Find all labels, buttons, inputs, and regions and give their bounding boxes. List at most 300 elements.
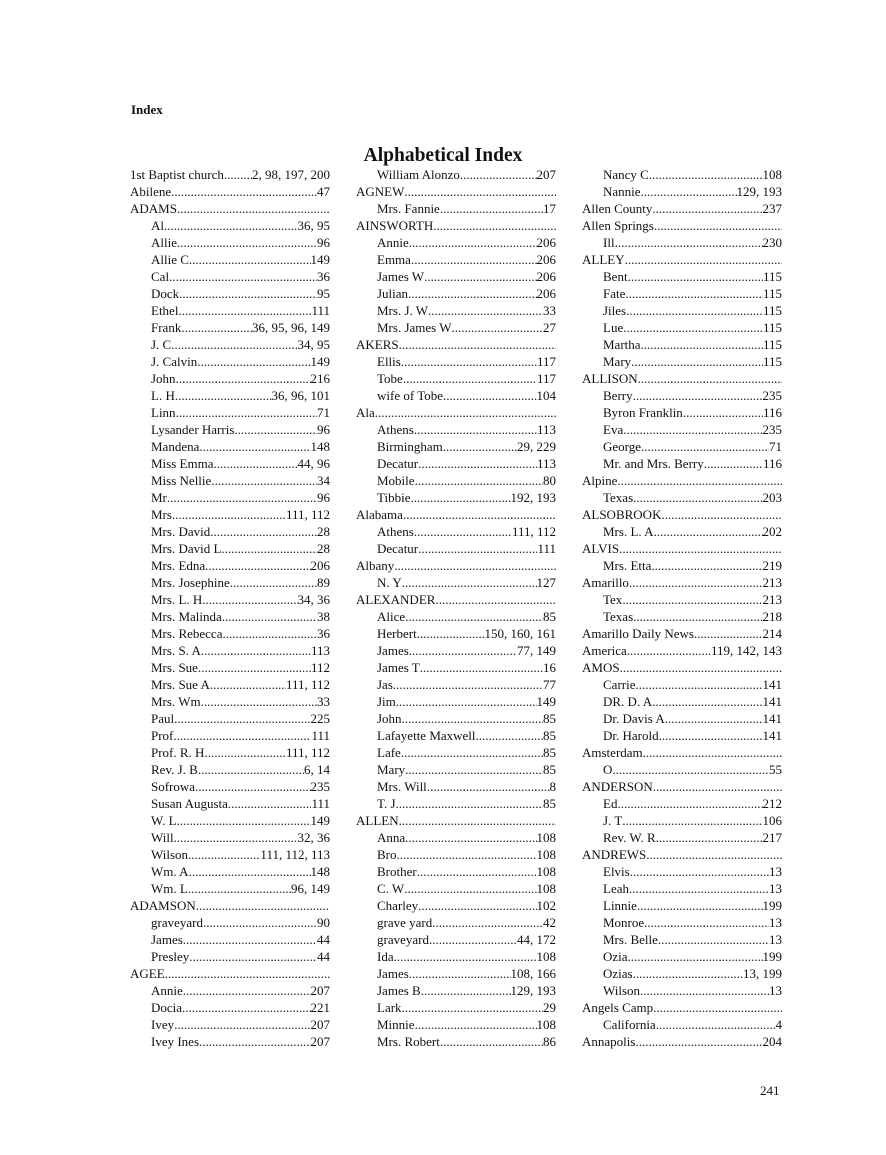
entry-term: Susan Augusta (151, 796, 228, 811)
entry-pages: 13 (769, 915, 782, 930)
entry-pages: 77, 149 (517, 643, 556, 658)
dot-leader (654, 217, 782, 234)
index-subentry (582, 591, 782, 608)
dot-leader (428, 302, 543, 319)
entry-pages: 38 (317, 609, 330, 624)
index-subentry (130, 999, 330, 1016)
entry-pages: 111 (311, 728, 330, 743)
index-subentry (582, 234, 782, 251)
dot-leader (432, 914, 543, 931)
index-entry (582, 200, 782, 217)
index-subentry (356, 608, 556, 625)
entry-pages: 6, 14 (304, 762, 330, 777)
entry-term: Leah (603, 881, 629, 896)
entry-term: Ozias (603, 966, 633, 981)
entry-pages: 115 (762, 337, 782, 352)
entry-term: Berry (603, 388, 633, 403)
entry-pages: 33 (543, 303, 556, 318)
dot-leader (210, 676, 286, 693)
index-subentry (130, 710, 330, 727)
entry-term: Rev. J. B (151, 762, 198, 777)
index-subentry (130, 659, 330, 676)
dot-leader (656, 1016, 776, 1033)
entry-term: Jim (377, 694, 396, 709)
index-entry (582, 251, 782, 268)
entry-term: Mrs. Sue A (151, 677, 210, 692)
entry-term: Fate (603, 286, 626, 301)
dot-leader (164, 217, 298, 234)
entry-pages: 235 (762, 388, 782, 403)
entry-term: Rev. W. R (603, 830, 656, 845)
entry-term: Mrs. Fannie (377, 201, 440, 216)
index-subentry (582, 931, 782, 948)
dot-leader (402, 710, 543, 727)
index-subentry (356, 829, 556, 846)
index-subentry (582, 302, 782, 319)
entry-term: ADAMSON (130, 898, 196, 913)
index-subentry (582, 727, 782, 744)
entry-pages: 44 (317, 932, 330, 947)
entry-pages: 85 (543, 745, 556, 760)
entry-pages: 115 (762, 269, 782, 284)
index-subentry (582, 897, 782, 914)
index-subentry (356, 540, 556, 557)
dot-leader (652, 693, 762, 710)
dot-leader (171, 183, 317, 200)
entry-pages: 108 (762, 167, 782, 182)
index-entry (130, 183, 330, 200)
index-subentry (356, 166, 556, 183)
dot-leader (222, 625, 317, 642)
entry-term: Dock (151, 286, 180, 301)
entry-pages: 8 (549, 779, 556, 794)
entry-term: ALSOBROOK (582, 507, 662, 522)
entry-term: Ivey Ines (151, 1034, 200, 1049)
index-subentry (130, 812, 330, 829)
entry-pages: 71 (317, 405, 330, 420)
dot-leader (440, 1033, 543, 1050)
dot-leader (417, 863, 537, 880)
entry-pages: 47 (317, 184, 330, 199)
entry-term: Lysander Harris (151, 422, 235, 437)
entry-term: Martha (603, 337, 641, 352)
index-subentry (356, 319, 556, 336)
dot-leader (201, 642, 311, 659)
entry-pages: 33 (317, 694, 330, 709)
entry-pages: 71 (769, 439, 782, 454)
entry-pages: 108 (536, 864, 556, 879)
entry-term: Lark (377, 1000, 402, 1015)
entry-term: Mrs. Josephine (151, 575, 230, 590)
entry-term: AGEE (130, 966, 165, 981)
dot-leader (174, 710, 310, 727)
dot-leader (211, 472, 317, 489)
entry-term: Ala (356, 405, 375, 420)
entry-term: Paul (151, 711, 175, 726)
dot-leader (417, 625, 485, 642)
dot-leader (418, 897, 536, 914)
index-entry (582, 625, 782, 642)
index-subentry (582, 438, 782, 455)
entry-term: Docia (151, 1000, 183, 1015)
entry-term: Albany (356, 558, 395, 573)
entry-pages: 27 (543, 320, 556, 335)
index-subentry (356, 353, 556, 370)
entry-term: AMOS (582, 660, 620, 675)
entry-pages: 149 (310, 252, 330, 267)
index-subentry (130, 268, 330, 285)
dot-leader (443, 438, 517, 455)
entry-term: John (151, 371, 176, 386)
index-subentry (356, 982, 556, 999)
index-subentry (582, 812, 782, 829)
entry-pages: 230 (762, 235, 782, 250)
entry-term: Ivey (151, 1017, 175, 1032)
entry-pages: 29 (543, 1000, 556, 1015)
index-subentry (130, 217, 330, 234)
entry-term: James (377, 966, 409, 981)
index-subentry (130, 370, 330, 387)
dot-leader (427, 778, 550, 795)
dot-leader (409, 965, 511, 982)
dot-leader (165, 965, 330, 982)
page-title: Alphabetical Index (363, 145, 523, 166)
index-subentry (130, 727, 330, 744)
index-subentry (356, 863, 556, 880)
index-subentry (130, 506, 330, 523)
dot-leader (414, 421, 537, 438)
entry-term: Alabama (356, 507, 403, 522)
entry-pages: 85 (543, 609, 556, 624)
entry-pages: 112 (310, 660, 330, 675)
dot-leader (201, 693, 317, 710)
dot-leader (196, 897, 330, 914)
index-subentry (130, 1016, 330, 1033)
entry-term: California (603, 1017, 656, 1032)
entry-pages: 113 (536, 422, 556, 437)
entry-pages: 199 (762, 898, 782, 913)
entry-pages: 217 (762, 830, 782, 845)
index-entry (356, 336, 556, 353)
index-subentry (130, 846, 330, 863)
entry-pages: 207 (310, 983, 330, 998)
index-subentry (582, 965, 782, 982)
index-subentry (356, 846, 556, 863)
entry-pages: 96 (317, 422, 330, 437)
entry-pages: 108 (536, 881, 556, 896)
entry-pages: 111, 112 (285, 677, 330, 692)
index-subentry (130, 948, 330, 965)
dot-leader (404, 880, 536, 897)
entry-pages: 111 (311, 303, 330, 318)
dot-leader (635, 676, 762, 693)
entry-term: Lue (603, 320, 624, 335)
entry-pages: 203 (762, 490, 782, 505)
index-subentry (130, 540, 330, 557)
entry-term: Mrs (151, 507, 172, 522)
dot-leader (629, 574, 763, 591)
entry-pages: 219 (762, 558, 782, 573)
index-column-2 (356, 166, 556, 1050)
index-subentry (130, 472, 330, 489)
entry-pages: 36, 95, 96, 149 (252, 320, 330, 335)
dot-leader (396, 795, 543, 812)
dot-leader (460, 166, 537, 183)
entry-term: Herbert (377, 626, 417, 641)
dot-leader (179, 285, 317, 302)
entry-pages: 148 (310, 439, 330, 454)
dot-leader (640, 982, 769, 999)
entry-term: Allen County (582, 201, 653, 216)
entry-term: Mrs. Etta (603, 558, 652, 573)
dot-leader (403, 506, 556, 523)
index-subentry (356, 1016, 556, 1033)
entry-term: James (151, 932, 183, 947)
entry-term: Tex (603, 592, 623, 607)
index-subentry (356, 761, 556, 778)
entry-pages: 207 (536, 167, 556, 182)
entry-term: Athens (377, 422, 414, 437)
entry-pages: 117 (536, 371, 556, 386)
entry-term: Mobile (377, 473, 415, 488)
dot-leader (620, 659, 782, 676)
entry-term: Mrs. Will (377, 779, 427, 794)
entry-pages: 113 (536, 456, 556, 471)
entry-term: Mrs. Edna (151, 558, 206, 573)
index-subentry (356, 438, 556, 455)
index-subentry (582, 319, 782, 336)
dot-leader (443, 387, 537, 404)
entry-term: Mandena (151, 439, 200, 454)
entry-term: James T (377, 660, 420, 675)
dot-leader (415, 472, 543, 489)
entry-term: America (582, 643, 627, 658)
index-subentry (356, 455, 556, 472)
index-subentry (356, 523, 556, 540)
index-entry (582, 659, 782, 676)
index-subentry (130, 489, 330, 506)
entry-term: ADAMS (130, 201, 177, 216)
index-subentry (356, 659, 556, 676)
index-subentry (130, 778, 330, 795)
index-entry (356, 404, 556, 421)
entry-term: James B (377, 983, 421, 998)
entry-pages: 104 (536, 388, 556, 403)
dot-leader (651, 557, 762, 574)
entry-pages: 16 (543, 660, 556, 675)
entry-pages: 213 (762, 592, 782, 607)
index-subentry (582, 880, 782, 897)
entry-pages: 141 (762, 677, 782, 692)
entry-term: ALLEY (582, 252, 625, 267)
dot-leader (656, 829, 763, 846)
index-entry (582, 506, 782, 523)
index-subentry (130, 285, 330, 302)
index-subentry (130, 404, 330, 421)
dot-leader (421, 982, 511, 999)
entry-term: Linn (151, 405, 176, 420)
index-subentry (130, 455, 330, 472)
entry-pages: 42 (543, 915, 556, 930)
index-subentry (130, 829, 330, 846)
dot-leader (234, 421, 317, 438)
dot-leader (653, 778, 782, 795)
entry-term: Alice (377, 609, 406, 624)
dot-leader (410, 489, 510, 506)
entry-term: Decatur (377, 541, 419, 556)
dot-leader (641, 183, 737, 200)
entry-term: Ed (603, 796, 618, 811)
dot-leader (622, 591, 762, 608)
entry-pages: 213 (762, 575, 782, 590)
entry-pages: 206 (536, 252, 556, 267)
index-subentry (130, 251, 330, 268)
entry-term: Amsterdam (582, 745, 643, 760)
entry-term: Monroe (603, 915, 645, 930)
index-entry (582, 472, 782, 489)
index-subentry (130, 761, 330, 778)
entry-term: Mrs. Wm (151, 694, 201, 709)
dot-leader (631, 353, 763, 370)
entry-term: Amarillo (582, 575, 629, 590)
entry-pages: 77 (543, 677, 556, 692)
dot-leader (176, 404, 317, 421)
entry-term: Allen Springs (582, 218, 654, 233)
index-subentry (356, 387, 556, 404)
index-subentry (582, 404, 782, 421)
index-subentry (130, 336, 330, 353)
entry-term: AKERS (356, 337, 399, 352)
dot-leader (198, 659, 311, 676)
dot-leader (641, 438, 769, 455)
entry-term: Mary (377, 762, 406, 777)
index-subentry (356, 489, 556, 506)
entry-term: Miss Emma (151, 456, 214, 471)
entry-pages: 127 (536, 575, 556, 590)
entry-pages: 149 (536, 694, 556, 709)
dot-leader (183, 982, 311, 999)
index-subentry (582, 982, 782, 999)
index-subentry (356, 370, 556, 387)
dot-leader (188, 880, 291, 897)
index-entry (130, 200, 330, 217)
dot-leader (612, 761, 769, 778)
index-subentry (130, 523, 330, 540)
index-subentry (356, 200, 556, 217)
entry-term: Mr. and Mrs. Berry (603, 456, 704, 471)
entry-pages: 214 (762, 626, 782, 641)
dot-leader (661, 506, 782, 523)
entry-pages: 115 (762, 303, 782, 318)
entry-term: William Alonzo (377, 167, 460, 182)
index-entry (582, 778, 782, 795)
dot-leader (440, 200, 543, 217)
index-subentry (582, 387, 782, 404)
index-subentry (582, 710, 782, 727)
entry-term: Mrs. S. A (151, 643, 201, 658)
entry-term: T. J (377, 796, 396, 811)
dot-leader (197, 353, 310, 370)
dot-leader (641, 336, 763, 353)
dot-leader (402, 999, 543, 1016)
index-subentry (356, 1033, 556, 1050)
entry-pages: 111, 112 (285, 745, 330, 760)
entry-term: AINSWORTH (356, 218, 434, 233)
index-entry (356, 812, 556, 829)
index-entry (582, 370, 782, 387)
dot-leader (210, 523, 317, 540)
entry-pages: 108 (536, 949, 556, 964)
entry-term: Cal (151, 269, 170, 284)
entry-pages: 111, 112 (285, 507, 330, 522)
entry-term: George (603, 439, 642, 454)
dot-leader (409, 642, 517, 659)
dot-leader (638, 370, 782, 387)
entry-pages: 36, 96, 101 (271, 388, 330, 403)
dot-leader (177, 200, 330, 217)
dot-leader (222, 608, 317, 625)
entry-term: grave yard (377, 915, 433, 930)
index-entry (130, 897, 330, 914)
entry-term: Frank (151, 320, 182, 335)
entry-pages: 2, 98, 197, 200 (252, 167, 330, 182)
dot-leader (213, 455, 297, 472)
entry-term: Texas (603, 490, 634, 505)
entry-pages: 141 (762, 711, 782, 726)
index-subentry (582, 166, 782, 183)
entry-term: W. L (151, 813, 177, 828)
entry-pages: 29, 229 (517, 439, 556, 454)
dot-leader (189, 863, 311, 880)
dot-leader (630, 863, 769, 880)
index-subentry (582, 693, 782, 710)
dot-leader (411, 251, 537, 268)
entry-term: Lafe (377, 745, 401, 760)
entry-pages: 207 (310, 1017, 330, 1032)
entry-pages: 119, 142, 143 (710, 643, 782, 658)
entry-term: Brother (377, 864, 417, 879)
dot-leader (177, 234, 317, 251)
entry-pages: 28 (317, 541, 330, 556)
index-subentry (582, 268, 782, 285)
index-subentry (130, 625, 330, 642)
dot-leader (433, 217, 556, 234)
entry-term: wife of Tobe (377, 388, 443, 403)
index-subentry (130, 319, 330, 336)
entry-pages: 108 (536, 847, 556, 862)
entry-pages: 235 (762, 422, 782, 437)
entry-term: Dr. Harold (603, 728, 659, 743)
dot-leader (397, 846, 537, 863)
dot-leader (399, 336, 556, 353)
entry-term: Byron Franklin (603, 405, 683, 420)
index-subentry (356, 727, 556, 744)
index-subentry (356, 880, 556, 897)
entry-pages: 44, 172 (517, 932, 556, 947)
dot-leader (402, 574, 537, 591)
index-subentry (582, 795, 782, 812)
entry-pages: 111, 112, 113 (260, 847, 330, 862)
entry-term: Annie (377, 235, 409, 250)
entry-pages: 202 (762, 524, 782, 539)
entry-pages: 36 (317, 269, 330, 284)
index-subentry (130, 421, 330, 438)
index-subentry (356, 251, 556, 268)
entry-pages: 89 (317, 575, 330, 590)
dot-leader (173, 727, 311, 744)
entry-pages: 17 (543, 201, 556, 216)
index-entry (582, 1033, 782, 1050)
